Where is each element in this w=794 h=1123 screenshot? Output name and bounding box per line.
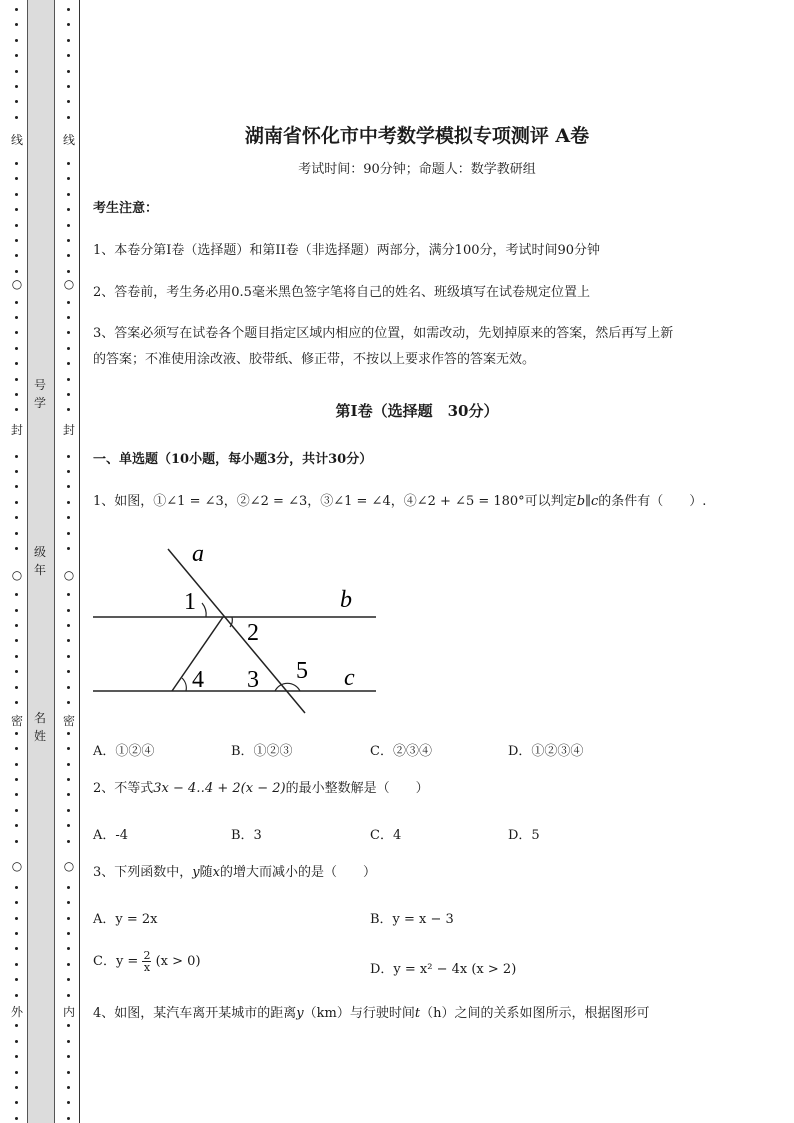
binding-dot (67, 932, 70, 935)
binding-dot (15, 686, 18, 689)
binding-dot (15, 393, 18, 396)
binding-dot (15, 116, 18, 119)
binding-dot (67, 193, 70, 196)
q2-option-b[interactable]: B．3 (231, 828, 262, 843)
section-title: 第I卷（选择题 30分） (335, 402, 499, 420)
binding-dot (67, 624, 70, 627)
binding-dot (15, 331, 18, 334)
binding-dot (15, 362, 18, 365)
notice-item-2: 2、答卷前，考生务必用0.5毫米黑色签字笔将自己的姓名、班级填写在试卷规定位置上 (93, 285, 590, 300)
binding-dot (15, 1040, 18, 1043)
binding-dot (67, 670, 70, 673)
binding-dot (15, 208, 18, 211)
binding-dot (15, 624, 18, 627)
binding-dot (67, 1101, 70, 1104)
binding-circle-right: ○ (63, 277, 75, 291)
binding-dot (67, 393, 70, 396)
binding-dot (67, 1024, 70, 1027)
binding-dot (15, 963, 18, 966)
line-a (168, 549, 305, 713)
binding-dot (67, 947, 70, 950)
binding-dot (15, 670, 18, 673)
binding-dot (67, 809, 70, 812)
binding-dot (67, 1086, 70, 1089)
binding-dot (15, 39, 18, 42)
binding-dot (67, 1071, 70, 1074)
notice-heading: 考生注意： (93, 201, 159, 216)
angle-1-arc (202, 603, 206, 617)
binding-dot (67, 485, 70, 488)
notice-item-1: 1、本卷分第I卷（选择题）和第II卷（非选择题）两部分，满分100分，考试时间90分钟 (93, 243, 601, 258)
binding-dot (15, 8, 18, 11)
binding-dot (15, 54, 18, 57)
binding-dot (15, 347, 18, 350)
binding-dot (67, 763, 70, 766)
question-4: 4、如图，某汽车离开某城市的距离y（km）与行驶时间t（h）之间的关系如图所示，根据图形可 (93, 1006, 650, 1021)
binding-dot (67, 593, 70, 596)
binding-mark-inner: 内 (62, 1005, 75, 1019)
binding-dot (15, 701, 18, 704)
binding-dot (67, 23, 70, 26)
field-student-number: 号 学 (33, 378, 46, 410)
q1-option-b[interactable]: B．①②③ (231, 744, 293, 759)
binding-dot (67, 532, 70, 535)
binding-dot (15, 1055, 18, 1058)
binding-dot (67, 793, 70, 796)
binding-dot (15, 655, 18, 658)
binding-dot (15, 593, 18, 596)
question-1: 1、如图，①∠1 = ∠3，②∠2 = ∠3，③∠1 = ∠4，④∠2 + ∠5 = 180°可以判定b∥c的条件有（ ）. (93, 494, 707, 509)
binding-mark-line-right: 线 (62, 133, 75, 147)
angle-3-5-arc (275, 683, 300, 691)
binding-dot (67, 85, 70, 88)
binding-dot (67, 316, 70, 319)
binding-dot (67, 70, 70, 73)
binding-dot (67, 824, 70, 827)
binding-dot (67, 655, 70, 658)
label-b: b (340, 587, 352, 613)
label-c: c (344, 665, 355, 691)
binding-dot (15, 639, 18, 642)
field-grade: 级 年 (33, 545, 46, 577)
binding-circle-left: ○ (11, 568, 23, 582)
binding-dot (15, 239, 18, 242)
binding-dot (67, 1040, 70, 1043)
binding-dot (67, 701, 70, 704)
q2-option-a[interactable]: A．-4 (93, 828, 129, 843)
binding-dot (15, 516, 18, 519)
binding-dot (15, 378, 18, 381)
binding-dot (67, 501, 70, 504)
binding-dot (67, 470, 70, 473)
binding-dot (15, 778, 18, 781)
binding-dot (15, 809, 18, 812)
binding-dot (67, 917, 70, 920)
binding-dot (67, 224, 70, 227)
binding-dot (15, 485, 18, 488)
binding-dot (15, 917, 18, 920)
binding-mark-seal-right: 封 (62, 423, 75, 437)
binding-dot (67, 1117, 70, 1120)
q1-option-d[interactable]: D．①②③④ (508, 744, 584, 759)
q1-option-a[interactable]: A．①②④ (93, 744, 155, 759)
binding-dot (67, 840, 70, 843)
binding-dot (67, 516, 70, 519)
binding-mark-secret-right: 密 (62, 714, 75, 728)
binding-dot (67, 8, 70, 11)
binding-dot (15, 193, 18, 196)
binding-dot (67, 1055, 70, 1058)
label-4: 4 (192, 667, 204, 693)
binding-dot (15, 1101, 18, 1104)
binding-dot (15, 470, 18, 473)
binding-dot (15, 932, 18, 935)
label-a: a (192, 541, 204, 567)
binding-dot (15, 732, 18, 735)
exam-title: 湖南省怀化市中考数学模拟专项测评 A卷 (244, 125, 590, 147)
binding-dot (15, 177, 18, 180)
binding-dot (15, 1086, 18, 1089)
binding-mark-outer: 外 (10, 1005, 23, 1019)
notice-item-3: 3、答案必须写在试卷各个题目指定区域内相应的位置，如需改动，先划掉原来的答案，然后再写上新 (93, 326, 674, 341)
binding-dot (15, 85, 18, 88)
binding-dot (67, 301, 70, 304)
binding-dot (15, 886, 18, 889)
binding-circle-left: ○ (11, 277, 23, 291)
label-5: 5 (296, 658, 308, 684)
binding-dot (67, 39, 70, 42)
binding-mark-line-left: 线 (10, 133, 23, 147)
binding-mark-secret-left: 密 (10, 714, 23, 728)
binding-dot (15, 609, 18, 612)
binding-dot (67, 732, 70, 735)
binding-circle-right: ○ (63, 859, 75, 873)
binding-dot (15, 23, 18, 26)
binding-dot (15, 301, 18, 304)
binding-dot (67, 455, 70, 458)
question-3: 3、下列函数中，y随x的增大而减小的是（ ） (93, 865, 377, 880)
binding-dot (15, 840, 18, 843)
binding-dot (67, 901, 70, 904)
binding-dot (15, 316, 18, 319)
binding-dot (67, 994, 70, 997)
binding-dot (15, 532, 18, 535)
binding-dot (67, 331, 70, 334)
part-heading: 一、单选题（10小题，每小题3分，共计30分） (93, 452, 373, 467)
binding-dot (15, 1071, 18, 1074)
binding-dot (67, 177, 70, 180)
binding-dot (67, 347, 70, 350)
binding-dot (67, 609, 70, 612)
binding-dot (67, 208, 70, 211)
fraction: $\frac{2}{x}$ (143, 949, 151, 974)
binding-dot (15, 763, 18, 766)
binding-dot (15, 224, 18, 227)
q1-figure (90, 535, 390, 720)
binding-dot (15, 547, 18, 550)
question-2: 2、不等式3x − 4‥4 + 2(x − 2)的最小整数解是（ ） (93, 781, 429, 796)
notice-item-3-cont: 的答案；不准使用涂改液、胶带纸、修正带，不按以上要求作答的答案无效。 (93, 352, 536, 367)
q3-option-a[interactable]: A．y = 2x (93, 912, 158, 927)
binding-dot (67, 747, 70, 750)
binding-dot (15, 747, 18, 750)
binding-circle-left: ○ (11, 859, 23, 873)
binding-dot (67, 886, 70, 889)
binding-dot (67, 547, 70, 550)
q1-option-c[interactable]: C．②③④ (370, 744, 432, 759)
field-name: 名 姓 (33, 711, 46, 743)
angle-4-arc (182, 678, 186, 691)
binding-dot (67, 270, 70, 273)
label-1: 1 (184, 589, 196, 615)
binding-dot (67, 116, 70, 119)
q2-option-c[interactable]: C．4 (370, 828, 402, 843)
binding-dot (67, 639, 70, 642)
binding-dot (15, 793, 18, 796)
binding-dot (67, 778, 70, 781)
binding-dot (15, 901, 18, 904)
label-2: 2 (247, 620, 259, 646)
q3-option-c[interactable]: C．y = $\frac{2}{x}$ (x > 0) (93, 949, 201, 974)
exam-subtitle: 考试时间：90分钟；命题人：数学教研组 (298, 162, 536, 177)
binding-dot (67, 362, 70, 365)
binding-dot (15, 455, 18, 458)
binding-dot (15, 947, 18, 950)
binding-dot (67, 54, 70, 57)
q2-option-d[interactable]: D．5 (508, 828, 540, 843)
binding-dot (15, 1024, 18, 1027)
binding-dot (15, 824, 18, 827)
binding-dot (15, 978, 18, 981)
binding-dot (67, 239, 70, 242)
binding-dot (15, 100, 18, 103)
binding-dot (15, 994, 18, 997)
binding-dot (67, 978, 70, 981)
binding-dot (67, 100, 70, 103)
q3-option-d[interactable]: D．y = x² − 4x (x > 2) (370, 962, 517, 977)
q3-option-b[interactable]: B．y = x − 3 (370, 912, 454, 927)
label-3: 3 (247, 667, 259, 693)
binding-dot (67, 254, 70, 257)
binding-dot (15, 70, 18, 73)
binding-circle-right: ○ (63, 568, 75, 582)
binding-dot (15, 254, 18, 257)
binding-dot (15, 270, 18, 273)
binding-dot (15, 1117, 18, 1120)
binding-dot (15, 501, 18, 504)
binding-dot (67, 963, 70, 966)
binding-dot (67, 686, 70, 689)
binding-dot (67, 378, 70, 381)
binding-mark-seal-left: 封 (10, 423, 23, 437)
